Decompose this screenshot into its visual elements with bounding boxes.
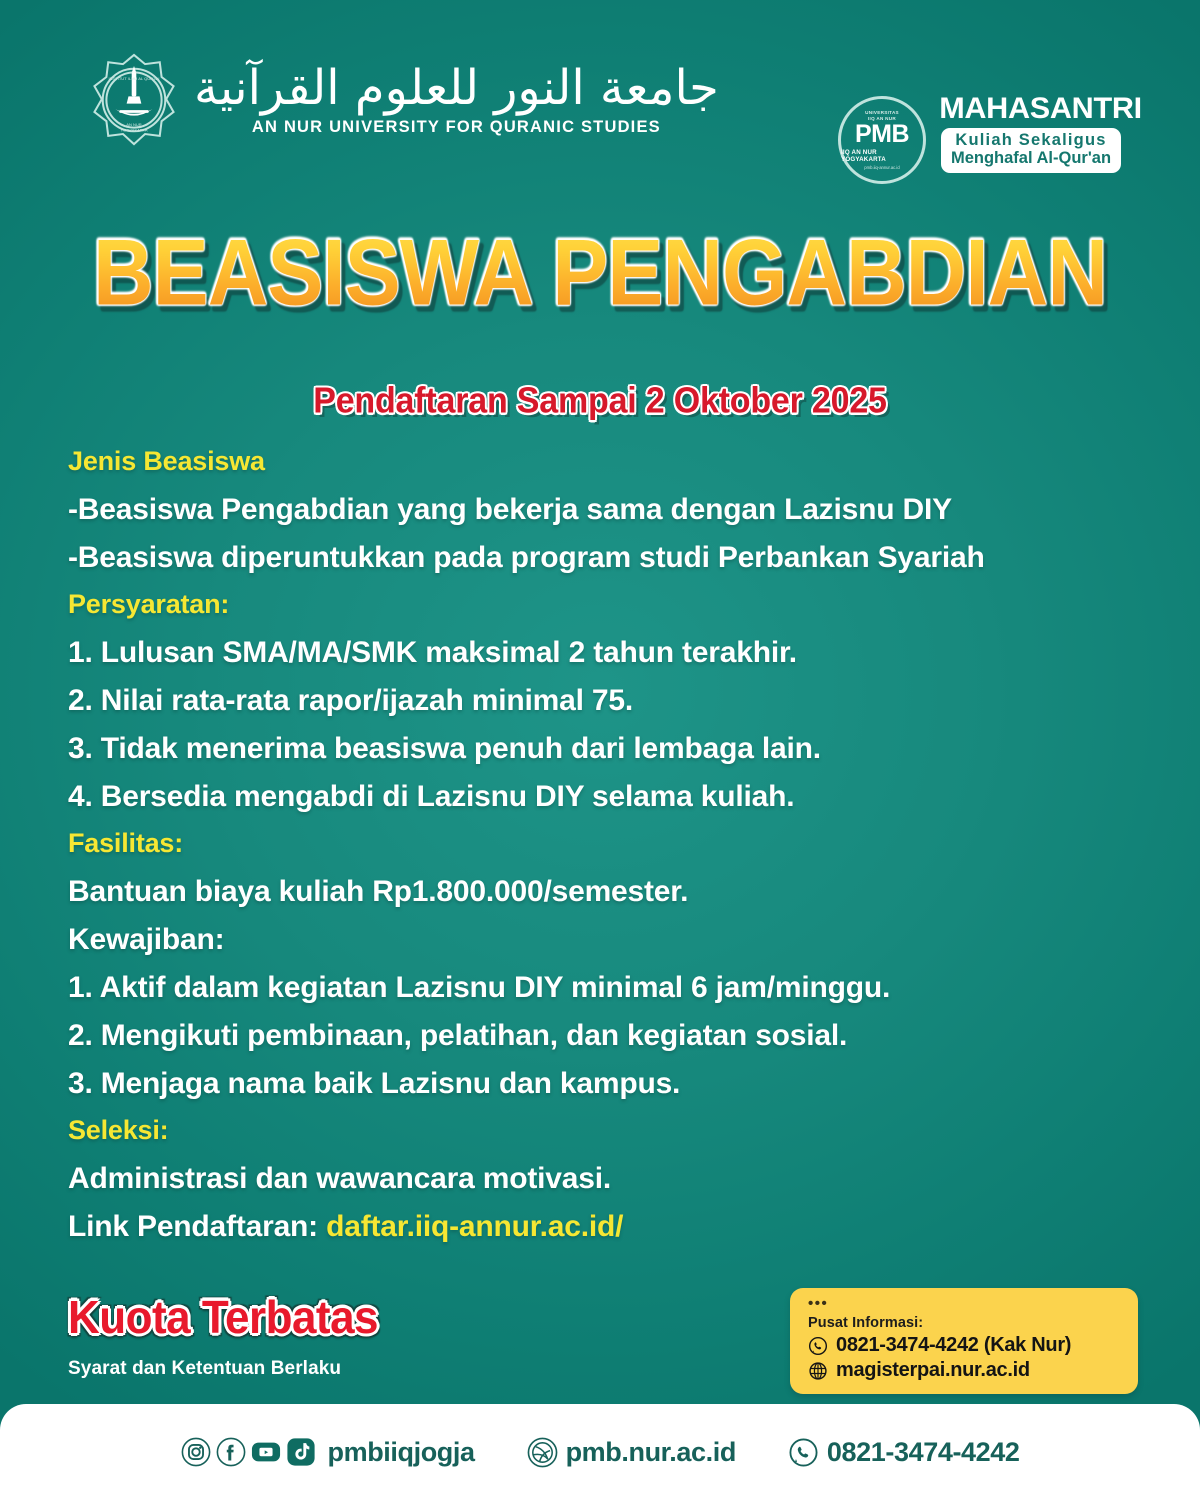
registration-label: Link Pendaftaran: <box>68 1210 327 1243</box>
content-line: -Beasiswa Pengabdian yang bekerja sama dengan Lazisnu DIY <box>68 493 952 526</box>
content-line: 3. Menjaga nama baik Lazisnu dan kampus. <box>68 1067 681 1100</box>
hero-title-wrap <box>0 219 1200 364</box>
quota-subtitle: Syarat dan Ketentuan Berlaku <box>68 1358 342 1379</box>
footer-social-handle[interactable]: pmbiiqjogja <box>327 1436 475 1467</box>
university-english-name: AN NUR UNIVERSITY FOR QURANIC STUDIES <box>251 117 661 136</box>
footer-website[interactable]: pmb.nur.ac.id <box>565 1436 736 1467</box>
content-line: 1. Aktif dalam kegiatan Lazisnu DIY minimal 6 jam/minggu. <box>68 971 891 1004</box>
mahasantri-tagline-line1: Kuliah Sekaligus <box>955 131 1107 149</box>
content-heading: Persyaratan: <box>68 589 230 619</box>
content-line: -Beasiswa diperuntukkan pada program studi Perbankan Syariah <box>68 541 985 574</box>
info-box-whatsapp-number: 0821-3474-4242 (Kak Nur) <box>836 1334 1072 1356</box>
mahasantri-title: MAHASANTRI <box>939 92 1142 125</box>
hero-subtitle: Pendaftaran Sampai 2 Oktober 2025 <box>313 380 887 422</box>
content-line: 3. Tidak menerima beasiswa penuh dari lembaga lain. <box>68 732 821 765</box>
page-title: BEASISWA PENGABDIAN <box>93 218 1107 327</box>
info-box-website-row[interactable] <box>808 1359 1122 1382</box>
svg-text:INSTITUT ILMU AL QUR'AN: INSTITUT ILMU AL QUR'AN <box>108 75 160 81</box>
content-body <box>68 448 1158 1260</box>
university-arabic-name: جامعة النور للعلوم القرآنية <box>194 60 719 117</box>
tiktok-icon[interactable] <box>286 1437 316 1467</box>
pmb-badge-url: pmb.iiq-annur.ac.id <box>864 164 900 170</box>
poster-header <box>0 44 1200 170</box>
university-branding <box>88 52 719 148</box>
quota-block <box>68 1291 379 1380</box>
mahasantri-banner <box>939 92 1142 173</box>
mahasantri-tagline-box <box>941 128 1121 173</box>
mahasantri-tagline-line2: Menghafal Al-Qur'an <box>950 148 1112 167</box>
university-star-emblem-icon <box>88 52 180 148</box>
footer-social-icons <box>181 1437 316 1467</box>
content-heading: Fasilitas: <box>68 828 184 858</box>
info-box-website: magisterpai.nur.ac.id <box>836 1359 1030 1381</box>
content-line: Kewajiban: <box>68 923 225 956</box>
content-line: 2. Nilai rata-rata rapor/ijazah minimal 75. <box>68 684 633 717</box>
pmb-badge-subtitle: IIQ AN NUR YOGYAKARTA <box>841 148 886 163</box>
info-box-label: Pusat Informasi: <box>808 1315 924 1331</box>
whatsapp-icon <box>788 1437 819 1468</box>
registration-url[interactable]: daftar.iiq-annur.ac.id/ <box>326 1210 624 1243</box>
dribbble-globe-icon <box>527 1437 558 1468</box>
info-box-dots: ••• <box>808 1295 829 1312</box>
globe-icon <box>808 1361 828 1381</box>
footer-phone[interactable]: 0821-3474-4242 <box>826 1436 1020 1467</box>
content-heading: Jenis Beasiswa <box>68 446 265 476</box>
content-line: 4. Bersedia mengabdi di Lazisnu DIY selama kuliah. <box>68 780 795 813</box>
content-line: Administrasi dan wawancara motivasi. <box>68 1162 611 1195</box>
whatsapp-icon <box>808 1336 828 1356</box>
footer-social-group <box>181 1437 475 1468</box>
youtube-icon[interactable] <box>251 1437 281 1467</box>
svg-text:YOGYAKARTA: YOGYAKARTA <box>120 127 148 133</box>
footer-website-group[interactable] <box>527 1437 736 1468</box>
content-line: 1. Lulusan SMA/MA/SMK maksimal 2 tahun terakhir. <box>68 636 797 669</box>
registration-line <box>68 1212 1158 1242</box>
pmb-badge-top-text: UNIVERSITAS IIQ AN NUR <box>865 110 899 121</box>
poster-footer <box>0 1404 1200 1500</box>
pmb-badge-title: PMB <box>854 119 910 148</box>
quota-title: Kuota Terbatas <box>68 1291 379 1344</box>
facebook-icon[interactable] <box>216 1437 246 1467</box>
instagram-icon[interactable] <box>181 1437 211 1467</box>
pmb-badge <box>838 96 926 184</box>
svg-text:AN NUR: AN NUR <box>126 121 142 127</box>
content-line: 2. Mengikuti pembinaan, pelatihan, dan kegiatan sosial. <box>68 1019 848 1052</box>
info-box <box>790 1288 1138 1394</box>
footer-phone-group[interactable] <box>788 1437 1020 1468</box>
content-line: Bantuan biaya kuliah Rp1.800.000/semester. <box>68 875 689 908</box>
info-box-whatsapp-row[interactable] <box>808 1334 1122 1357</box>
content-heading: Seleksi: <box>68 1115 169 1145</box>
